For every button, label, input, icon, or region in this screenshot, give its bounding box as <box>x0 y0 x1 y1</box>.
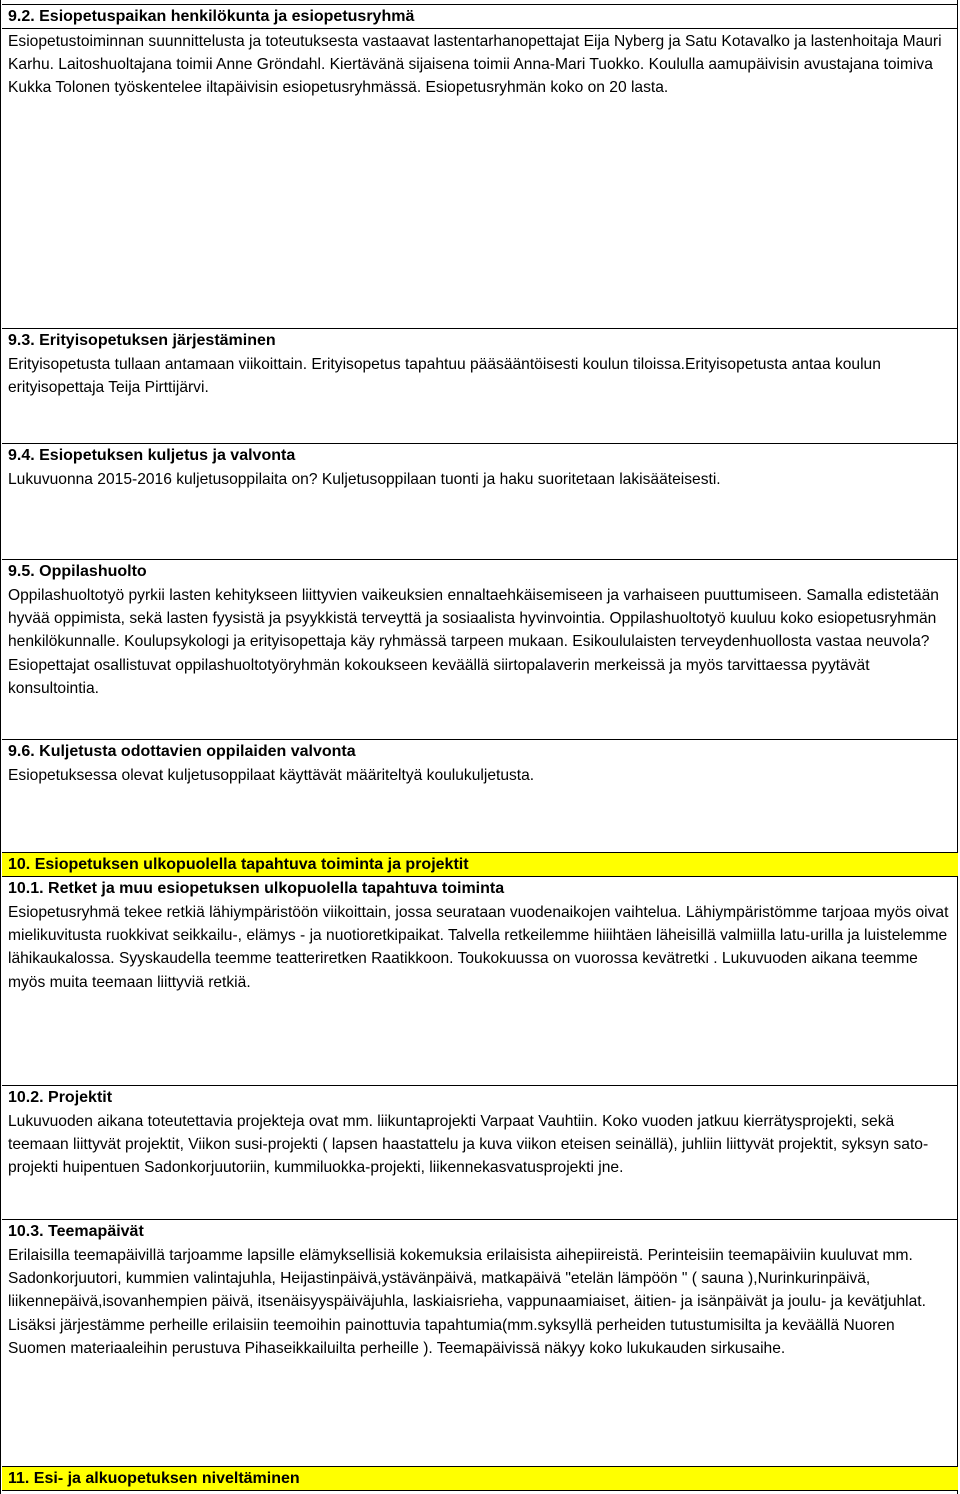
paragraph: Esiopetusryhmä tekee retkiä lähiympäristöön viikoittain, jossa seurataan vuodenaikojen vaihtelua. Lähiympäristömme tarjoaa myös oivat mielikuvitusta ruokkivat seikkailu-, elämys - ja nuotioretkipaikat. Talvella retkeilemme hiiihtäen läheisillä valmiilla latu-urilla ja luistelemme lähikaukalossa. Syyskaudella teemme teatteriretken Raatikkoon. Toukokuussa on vuorossa kevätretki . Lukuvuoden aikana teemme myös muita teemaan liittyviä retkiä. <box>8 904 949 991</box>
paragraph: Erilaisilla teemapäivillä tarjoamme lapsille elämyksellisiä kokemuksia erilaisista aihepiireistä. Perinteisiin teemapäiviin kuuluvat mm. Sadonkorjuutori, kummien valintajuhla, Heijastinpäivä,ystävänpäivä, matkapäivä "etelän lämpöön " ( sauna ),Nurinkurinpäivä, liikennepäivä,isovanhempien päivä, itsenäisyyspäiväjuhla, laskiaisrieha, vappunaamiaiset, äitien- ja isänpäivät ja joulu- ja kevätjuhlat. Lisäksi järjestämme perheille erilaisiin teemoihin painottuvia tapahtumia(mm.syksyllä perheiden tutustumisilta ja keväällä Nuoren Suomen materiaaleihin perustuva Pihaseikkailuilta perheille ). Teemapäivissä näkyy koko lukukauden sirkusaihe. <box>8 1247 926 1357</box>
section-9-3 <box>2 328 958 447</box>
chapter-heading: 10. Esiopetuksen ulkopuolella tapahtuva toiminta ja projektit <box>2 853 958 876</box>
section-body <box>2 352 958 447</box>
section-heading: 9.4. Esiopetuksen kuljetus ja valvonta <box>8 447 296 464</box>
section-body <box>2 467 958 559</box>
section-11 <box>2 1466 958 1491</box>
paragraph: Erityisopetusta tullaan antamaan viikoittain. Erityisopetus tapahtuu pääsääntöisesti koulun tiloissa.Erityisopetusta antaa koulun erityisopettaja Teija Pirttijärvi. <box>8 356 881 397</box>
section-body <box>2 1243 958 1465</box>
paragraph: Esiopetustoiminnan suunnittelusta ja toteutuksesta vastaavat lastentarhanopettajat Eija Nyberg ja Satu Kotavalko ja lastenhoitaja Mauri Karhu. Laitoshuoltajana toimii Anne Gröndahl. Kiertävänä sijaisena toimii Anna-Mari Tuokko. Koululla aamupäivisin avustajana toimiva Kukka Tolonen työskentelee iltapäivisin esiopetusryhmässä. Esiopetusryhmän koko on 20 lasta. <box>8 33 942 97</box>
paragraph: Lukuvuonna 2015-2016 kuljetusoppilaita on? Kuljetusoppilaan tuonti ja haku suoritetaan lakisääteisesti. <box>8 471 721 488</box>
section-body <box>2 1109 958 1219</box>
section-body <box>2 900 958 1085</box>
section-heading: 9.5. Oppilashuolto <box>8 563 147 580</box>
section-10-1 <box>2 876 958 1085</box>
section-9-6 <box>2 739 958 852</box>
section-heading: 10.2. Projektit <box>8 1089 113 1106</box>
section-10-2 <box>2 1085 958 1219</box>
paragraph: Esiopetuksessa olevat kuljetusoppilaat käyttävät määriteltyä koulukuljetusta. <box>8 767 535 784</box>
section-heading: 9.3. Erityisopetuksen järjestäminen <box>8 332 276 349</box>
section-heading: 10.3. Teemapäivät <box>8 1223 144 1240</box>
paragraph: Oppilashuoltotyö pyrkii lasten kehitykseen liittyvien vaikeuksien ennaltaehkäisemiseen ja varhaiseen puuttumiseen. Samalla edistetään hyvää oppimista, sekä lasten fyysistä ja psyykkistä terveyttä ja sosiaalista hyvinvointia. Oppilashuoltotyö kuuluu koko esiopetusryhmän henkilökunnalle. Koulupsykologi ja erityisopettaja käy ryhmässä tarpeen mukaan. Esikoululaisten terveydenhuollosta vastaa neuvola? Esiopettajat osallistuvat oppilashuoltotyöryhmän kokoukseen keväällä siirtopalaverin merkeissä ja myös tarvittaessa pyytävät konsultointia. <box>8 587 939 697</box>
section-heading: 9.6. Kuljetusta odottavien oppilaiden valvonta <box>8 743 356 760</box>
section-body <box>2 763 958 852</box>
paragraph: Lukuvuoden aikana toteutettavia projekteja ovat mm. liikuntaprojekti Varpaat Vauhtiin. Koko vuoden jatkuu kierrätysprojekti, sekä teemaan liittyvät projektit, Viikon susi-projekti ( lapsen haastattelu ja kuva viikon eteisen seinällä), juhliin liittyvät projektit, syksyn sato-projekti huipentuen Sadonkorjuutoriin, kummiluokka-projekti, liikennekasvatusprojekti jne. <box>8 1113 929 1177</box>
chapter-heading: 11. Esi- ja alkuopetuksen niveltäminen <box>2 1467 958 1490</box>
section-body <box>2 28 958 320</box>
section-9-5 <box>2 559 958 739</box>
section-heading: 9.2. Esiopetuspaikan henkilökunta ja esiopetusryhmä <box>8 8 415 25</box>
section-heading: 10.1. Retket ja muu esiopetuksen ulkopuolella tapahtuva toiminta <box>8 880 505 897</box>
section-10 <box>2 852 958 876</box>
section-10-3 <box>2 1219 958 1465</box>
section-9-4 <box>2 443 958 559</box>
section-9-2 <box>2 4 958 320</box>
section-body <box>2 583 958 739</box>
